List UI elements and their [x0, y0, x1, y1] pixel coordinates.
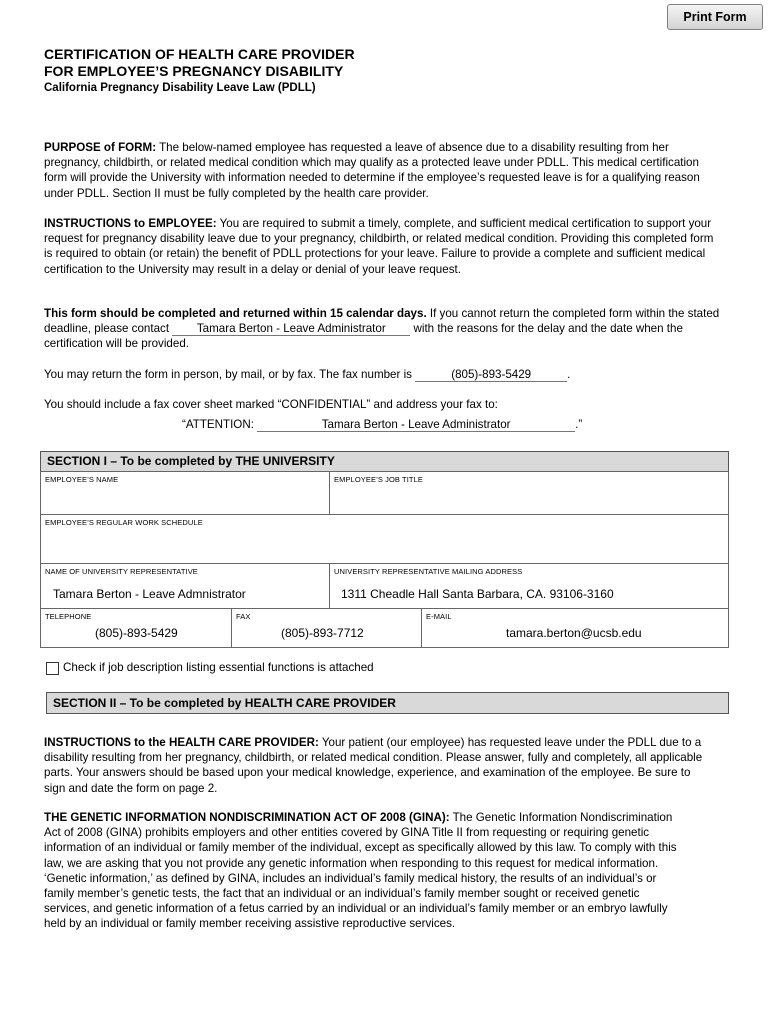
instructions-employee-label: INSTRUCTIONS to EMPLOYEE:: [44, 217, 217, 230]
purpose-paragraph: [44, 140, 724, 201]
job-description-checkbox[interactable]: [46, 662, 59, 675]
fax-number-field[interactable]: (805)-893-5429: [415, 368, 567, 382]
attention-end: .”: [575, 418, 583, 431]
instructions-employee-text: You are required to submit a timely, complete, and sufficient medical certification to support your request for pregnancy disability leave due to your pregnancy, childbirth, or related medical condition. Providing this completed form is required to obtain (or retain) the benefit of PDLL protections for your leave. Failure to provide a complete and sufficient medical certification to the University may result in a delay or denial of your leave request.: [44, 217, 714, 276]
form-subtitle: California Pregnancy Disability Leave Law (PDLL): [44, 82, 316, 94]
attention-line: [182, 417, 622, 432]
email-value: tamara.berton@ucsb.edu: [506, 626, 642, 640]
telephone-label: TELEPHONE: [45, 612, 92, 621]
print-form-button[interactable]: Print Form: [667, 4, 763, 30]
rep-name-label: NAME OF UNIVERSITY REPRESENTATIVE: [45, 567, 198, 576]
rep-address-label: UNIVERSITY REPRESENTATIVE MAILING ADDRESS: [334, 567, 523, 576]
instructions-provider-label: INSTRUCTIONS to the HEALTH CARE PROVIDER:: [44, 736, 319, 749]
instructions-provider-text: Your patient (our employee) has requested leave under the PDLL due to a disability resulting from her pregnancy, childbirth, or related medical condition. Please answer, fully and completely, all applicable parts. Your answers should be based upon your medical knowledge, experience, and examination of the employee. Be sure to sign and date the form on page 2.: [44, 736, 703, 795]
attention-label: “ATTENTION:: [182, 418, 258, 431]
work-schedule-label: EMPLOYEE’S REGULAR WORK SCHEDULE: [45, 518, 203, 527]
title-line-2: FOR EMPLOYEE’S PREGNANCY DISABILITY: [44, 63, 344, 79]
title-line-1: CERTIFICATION OF HEALTH CARE PROVIDER: [44, 46, 355, 62]
contact-field[interactable]: Tamara Berton - Leave Administrator: [172, 322, 410, 336]
section-1-heading: SECTION I – To be completed by THE UNIVERSITY: [40, 451, 729, 472]
gina-text: The Genetic Information Nondiscrimination Act of 2008 (GINA) prohibits employers and other entities covered by GINA Title II from requesting or requiring genetic information of an individual or family member of the individual, except as specifically allowed by this law. To comply with this law, we are asking that you not provide any genetic information when responding to this request for medical information. ‘Genetic information,’ as defined by GINA, includes an individual’s family medical history, the results of an individual’s or family member’s genetic tests, the fact that an individual or an individual’s family member sought or received genetic services, and genetic information of a fetus carried by an individual or an individual’s family member or an embryo lawfully held by an individual or family member receiving assistive reproductive services.: [44, 811, 677, 931]
form-title: [44, 46, 355, 80]
gina-label: THE GENETIC INFORMATION NONDISCRIMINATION ACT OF 2008 (GINA):: [44, 811, 450, 824]
attention-field[interactable]: Tamara Berton - Leave Administrator: [257, 418, 575, 432]
cover-sheet-text: You should include a fax cover sheet marked “CONFIDENTIAL” and address your fax to:: [44, 398, 498, 411]
fax-text: You may return the form in person, by mail, or by fax. The fax number is: [44, 368, 416, 381]
fax-paragraph: [44, 367, 724, 382]
fax-label: FAX: [236, 612, 251, 621]
work-schedule-cell[interactable]: [40, 514, 729, 564]
telephone-cell[interactable]: [40, 608, 232, 648]
rep-address-cell[interactable]: [329, 563, 729, 609]
rep-address-value: 1311 Cheadle Hall Santa Barbara, CA. 93106-3160: [341, 587, 614, 601]
employee-name-label: EMPLOYEE’S NAME: [45, 475, 119, 484]
rep-name-cell[interactable]: [40, 563, 330, 609]
purpose-label: PURPOSE of FORM:: [44, 141, 157, 154]
email-cell[interactable]: [421, 608, 729, 648]
instructions-employee-paragraph: [44, 216, 724, 277]
return-text-1: If you cannot return the completed form within the stated deadline, please contact: [44, 307, 720, 336]
return-deadline: This form should be completed and returned within 15 calendar days.: [44, 307, 427, 320]
fax-end: .: [567, 368, 571, 381]
telephone-value: (805)-893-5429: [95, 626, 178, 640]
email-label: E-MAIL: [426, 612, 452, 621]
employee-job-title-label: EMPLOYEE’S JOB TITLE: [334, 475, 423, 484]
employee-name-cell[interactable]: [40, 471, 330, 515]
return-paragraph: [44, 306, 724, 352]
employee-job-title-cell[interactable]: [329, 471, 729, 515]
job-description-checkbox-label: Check if job description listing essential functions is attached: [63, 661, 374, 674]
return-text-2: with the reasons for the delay and the date when the certification will be provided.: [44, 322, 683, 351]
gina-paragraph: [44, 810, 680, 932]
purpose-text: The below-named employee has requested a leave of absence due to a disability resulting from her pregnancy, childbirth, or related medical condition which may qualify as a protected leave under PDLL. This medical certification form will provide the University with information needed to determine if the employee’s requested leave is for a qualifying reason under PDLL. Section II must be fully completed by the health care provider.: [44, 141, 700, 200]
instructions-provider-paragraph: [44, 735, 714, 796]
section-2-heading: SECTION II – To be completed by HEALTH CARE PROVIDER: [46, 692, 729, 714]
fax-value: (805)-893-7712: [281, 626, 364, 640]
rep-name-value: Tamara Berton - Leave Admnistrator: [53, 587, 246, 601]
fax-cell[interactable]: [231, 608, 422, 648]
